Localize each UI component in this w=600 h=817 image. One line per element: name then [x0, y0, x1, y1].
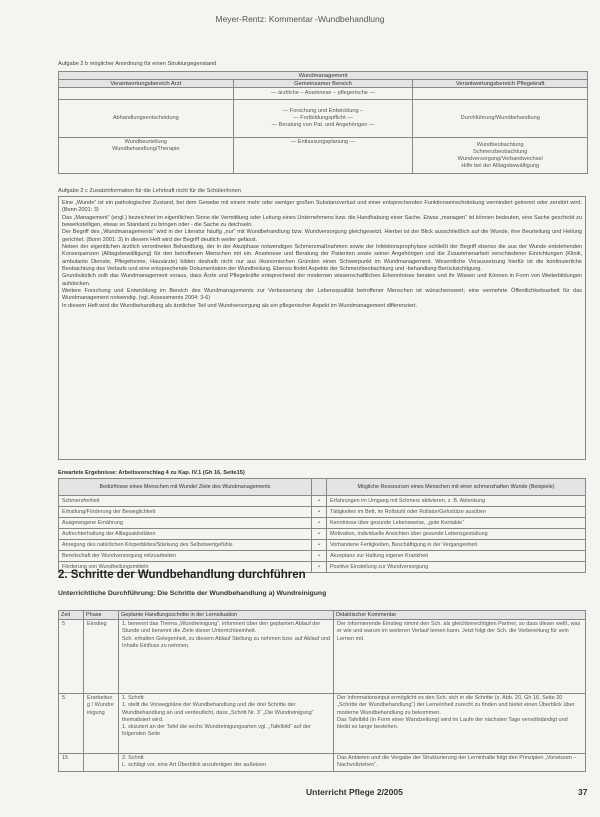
table1-header: Gemeinsamer Bereich: [233, 80, 413, 88]
page-number: 37: [578, 787, 588, 797]
table1-cell: — Forschung und Entwicklung – — Fortbildungspflicht — — Beratung von Pat. und Angehörigen —: [233, 100, 413, 138]
table3-phase: Erarbeitung / Wundreinigung: [84, 694, 119, 754]
footer-journal-title: Unterricht Pflege 2/2005: [306, 787, 403, 797]
textbox-caption: Aufgabe 2 c Zusatzinformation für die Lehrkraft nicht für die Schüler/innen: [58, 188, 241, 194]
bullet-icon: •: [311, 529, 326, 540]
table2-resource: Vorhandene Fertigkeiten, Beschäftigung in der Vergangenheit: [326, 540, 585, 551]
bullet-icon: •: [311, 562, 326, 573]
table3-phase: Einstieg: [84, 620, 119, 694]
table3-header: Didaktischer Kommentar: [334, 611, 586, 620]
section-title: 2. Schritte der Wundbehandlung durchführen: [58, 569, 306, 581]
needs-resources-table: [58, 478, 586, 573]
table1-cell: Abhandlungsentscheidung: [59, 100, 234, 138]
table2-need: Erhaltung/Förderung der Beweglichkeit: [59, 507, 312, 518]
table1-title: Wundmanagement: [59, 72, 588, 80]
table2-header: [311, 479, 326, 496]
textbox-paragraph: Eine „Wunde“ ist ein pathologischer Zustand, bei dem Gewebe mit einem mehr oder weniger großen Substanzverlust und einer entsprechenden Funktionseinschränkung vermindert getrennt oder zerstört wird. (Bonn 2001: 3): [62, 200, 582, 214]
bullet-icon: •: [311, 551, 326, 562]
table2-header: Bedürfnisse eines Menschen mit Wunde/ Ziele des Wundmanagements: [59, 479, 312, 496]
table3-comment: Der Informationsinput ermöglicht es den Sch. sich in die Schritte (s. Abb. 20, Gh 16, Seite 20 „Schritte der Wundbehandlung“) der Lerneinheit zurecht zu finden und bietet einen Überblick über moderne Wundbehandlung zu bekommen. Das Tafelbild (in Form einer Wandzeitung) wird im Laufe der nächsten Tage vervollständigt und bleibt so lange bestehen.: [334, 694, 586, 754]
table2-need: Schmerzfreiheit: [59, 496, 312, 507]
table1-cell: Wundbeobachtung Schmerzbeobachtung Wundversorgung/Verbandwechsel Hilfe bei der Alltagsbewältigung: [413, 138, 588, 174]
info-textbox: [58, 196, 586, 460]
table3-comment: Der informierende Einstieg nimmt den Sch. als gleichberechtigten Partner, so dass dieser weiß, was er wie und warum im weiteren Verlauf lernen kann. Jetzt folgt der Sch. die Vorbereitung für sein Lernen mit.: [334, 620, 586, 694]
table1-cell: [59, 88, 234, 100]
table1-header: Verantwortungsbereich Pflegekraft: [413, 80, 588, 88]
table1-cell: Wundbeurteilung Wundbehandlung/Therapie: [59, 138, 234, 174]
table3-steps: 1. Schritt 1. stellt die Vorwegpläne der Wundbehandlung und die drei Schritte der Wundbehandlung an und verdeutlicht, dass „Schritt Nr. 3“ „Die Wundreinigung“ thematisiert wird. 1. skizziert an der Tafel die sechs Wundreinigungsarten vgl. „Tafelbild“ auf der folgenden Seite: [119, 694, 334, 754]
table2-resource: Positive Einstellung zur Wundversorgung: [326, 562, 585, 573]
table2-need: Anregung des natürlichen Körperbildes/Stärkung des Selbstwertgefühls: [59, 540, 312, 551]
table3-comment: Das Anbieten und die Vorgabe der Strukturierung der Lerninhalte folgt den Prinzipien „Vorwissen – Nachvollziehen“.: [334, 754, 586, 772]
textbox-paragraph: Das „Management“ (engl.) bezeichnet im eigentlichen Sinne die Vermittlung oder Leitung eines Unternehmens bzw. die Handhabung einer Sache. Etwas „managen“ ist können bedeuten, eine Sache geschickt zu bewerkstelligen, etwas so Standard zu bringen oder - die Sache zu deichseln.: [62, 214, 582, 229]
table2-resource: Akzeptanz zur Haltung eigener Krankheit: [326, 551, 585, 562]
table3-steps: 1. benennt das Thema „Wundreinigung“, informiert über den geplanten Ablauf der Stunde und benennt die Ziele dieser Unterrichtseinheit. Sch. erhalten Gelegenheit, zu diesem Ablauf Stellung zu nehmen bzw. auf Ablauf und Inhalte Einfluss zu nehmen.: [119, 620, 334, 694]
table2-need: Bereitschaft der Wundversorgung mitzuarbeiten: [59, 551, 312, 562]
textbox-paragraph: Der Begriff des „Wundmanagements“ wird in der Literatur häufig „nur“ mit Wundbehandlung bzw. Wundversorgung gleichgesetzt. Hierbei ist der Blick ausschließlich auf die Wunde, ihre Beurteilung und Heilung gerichtet. (Bonn 2001: 3) In diesem Heft wird der Begriff deutlich weiter gefasst.: [62, 229, 582, 243]
table2-caption: Erwartete Ergebnisse: Arbeitsvorschlag 4 zu Kap. IV.1 (Gh 16, Seite15): [58, 470, 245, 476]
table3-time: 5: [59, 620, 84, 694]
bullet-icon: •: [311, 518, 326, 529]
table2-need: Förderung von Wundheilungsmitteln: [59, 562, 312, 573]
textbox-paragraph: Grundsätzlich sollt das Wundmanagement voraus, dass Ärzte und Pflegekräfte entsprechend der modernen wissenschaftlichen Erkenntnisse beraten und ihr Wissen und Können in Form von Weiterbildungen aufstocken.: [62, 273, 582, 287]
section-subtitle: Unterrichtliche Durchführung: Die Schritte der Wundbehandlung a) Wundreinigung: [58, 590, 327, 597]
table3-header: Zeit: [59, 611, 84, 620]
table1-header: Verantwortungsbereich Arzt: [59, 80, 234, 88]
table2-need: Ausgewogene Ernährung: [59, 518, 312, 529]
running-head: Meyer-Rentz: Kommentar -Wundbehandlung: [215, 14, 385, 24]
wound-management-table: [58, 71, 588, 174]
table2-resource: Motivation, individuelle Ansichten über gesunde Lebensgestaltung: [326, 529, 585, 540]
table3-steps: 2. Schritt L. schlägt vor, eine Art Überblick anzufertigen der außeisen: [119, 754, 334, 772]
table2-resource: Kenntnisse über gesunde Lebensweise, „gute Kontakte“: [326, 518, 585, 529]
table3-header: Phase: [84, 611, 119, 620]
lesson-plan-table: [58, 610, 586, 772]
bullet-icon: •: [311, 507, 326, 518]
table1-caption: Aufgabe 2 b möglicher Anordnung für einen Strukturgegenstand: [58, 61, 217, 67]
table1-cell: — ärztliche – Anamnese – pflegerische —: [233, 88, 413, 100]
table2-need: Aufrechterhaltung der Alltagsaktivitäten: [59, 529, 312, 540]
textbox-paragraph: Neben der eigentlichen ärztlich verordneten Behandlung, der in der Akutphase notwendigen Schmerzmaßnahmen sowie der Infektionsprophylaxe schließt der Begriff ebenso die aus der Wunde entstehenden Konsequenzen (Alltagsbewältigung) für den betroffenen Menschen mit ein. Anamnese und Beratung der Patienten sowie seiner Angehörigen und die Zusammenarbeit verschiedener Einrichtungen (Klinik, ambulante Dienste, Pflegeheime, Hausärzte) bilden deshalb nicht nur aus ökonomischen Gründen einen Schwerpunkt im Wundmanagement. Wesentliche Voraussetzung hierfür ist die kontinuierliche Beobachtung des Verlaufs und eine entsprechende Dokumentation der Wundheilung. Ebenso findet Aspekte der Schmerzbeobachtung und -behandlung Berücksichtigung.: [62, 244, 582, 273]
table3-header: Geplante Handlungsschritte in der Lernsituation: [119, 611, 334, 620]
table3-time: 15: [59, 754, 84, 772]
bullet-icon: •: [311, 496, 326, 507]
bullet-icon: •: [311, 540, 326, 551]
table2-resource: Tätigkeiten im Bett, im Rollstuhl oder Rollator/Gehstütze ausüben: [326, 507, 585, 518]
table3-phase: [84, 754, 119, 772]
textbox-paragraph: In diesem Heft wird die Wundbehandlung als ärztlicher Teil und Wundversorgung als ein pflegerischer Aspekt im Wundmanagement differenziert.: [62, 302, 417, 309]
table1-cell: [413, 88, 588, 100]
table3-time: 5: [59, 694, 84, 754]
textbox-paragraph: Weitere Forschung und Entwicklung im Bereich des Wundmanagements zur Verbesserung der Lebensqualität betroffener Menschen ist wünschenswert; eine vermehrte Öffentlichkeitsarbeit für das Wundmanagement notwendig. (vgl. Assessments 2004: 3-6): [62, 288, 582, 302]
table1-cell: — Entlassungsplanung —: [233, 138, 413, 174]
table2-resource: Erfahrungen im Umgang mit Schmerz aktivieren, z. B. Ablenkung: [326, 496, 585, 507]
table2-header: Mögliche Ressourcen eines Menschen mit einer schmerzhaften Wunde (Beispiele): [326, 479, 585, 496]
table1-cell: Durchführung/Wundbehandlung: [413, 100, 588, 138]
